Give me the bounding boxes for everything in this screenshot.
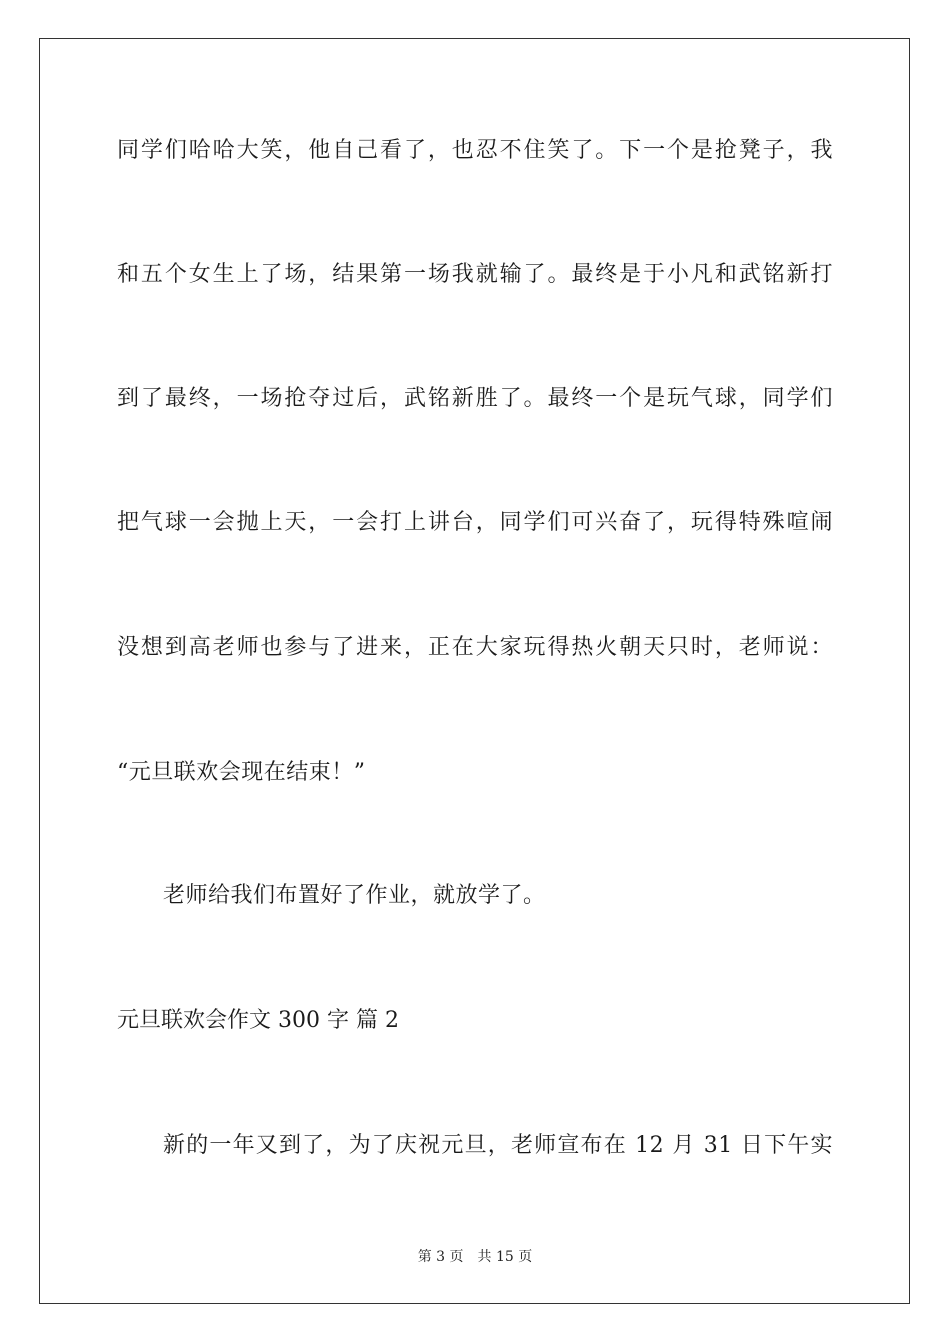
next-paragraph-line: 新的一年又到了，为了庆祝元旦，老师宣布在 12 月 31 日下午实 bbox=[163, 1133, 833, 1158]
page-border bbox=[39, 38, 910, 1304]
paragraph-line-2: 和五个女生上了场，结果第一场我就输了。最终是于小凡和武铭新打 bbox=[117, 262, 833, 287]
closing-line: 老师给我们布置好了作业，就放学了。 bbox=[163, 883, 546, 908]
page-number-total: 共 15 页 bbox=[477, 1249, 533, 1265]
section-heading: 元旦联欢会作文 300 字 篇 2 bbox=[117, 1008, 399, 1033]
paragraph-line-6: “元旦联欢会现在结束！” bbox=[117, 760, 366, 785]
paragraph-line-3: 到了最终，一场抢夺过后，武铭新胜了。最终一个是玩气球，同学们 bbox=[117, 386, 833, 411]
paragraph-line-5: 没想到高老师也参与了进来，正在大家玩得热火朝天只时，老师说： bbox=[117, 635, 833, 660]
page-footer bbox=[0, 1247, 950, 1267]
page-number-current: 第 3 页 bbox=[417, 1249, 464, 1265]
paragraph-line-1: 同学们哈哈大笑，他自己看了，也忍不住笑了。下一个是抢凳子，我 bbox=[117, 138, 833, 163]
paragraph-line-4: 把气球一会抛上天，一会打上讲台，同学们可兴奋了，玩得特殊喧闹 bbox=[117, 510, 833, 535]
